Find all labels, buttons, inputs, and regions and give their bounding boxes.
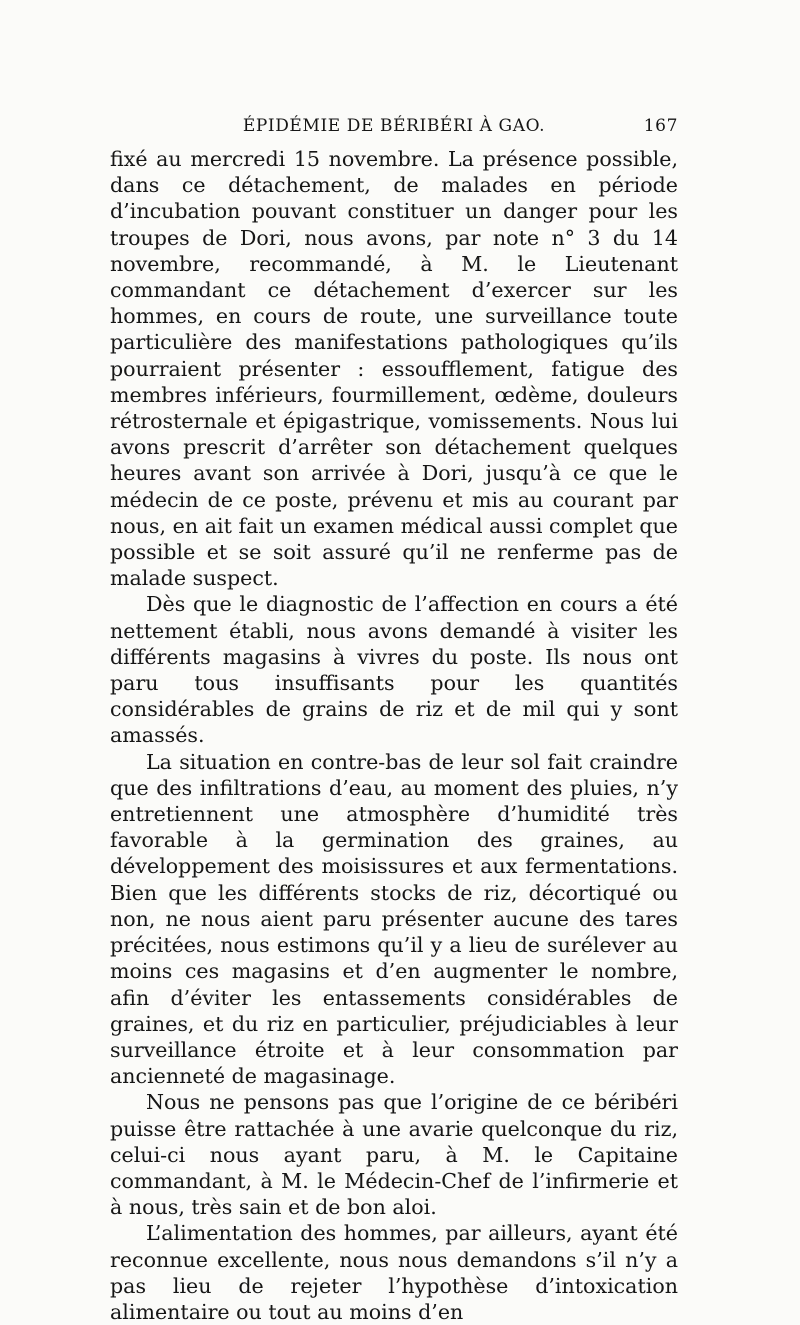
paragraph-continuation: fixé au mercredi 15 novembre. La présence possible, dans ce détachement, de malades en période d’incubation pouvant constituer un danger pour les troupes de Dori, nous avons, par note n° 3 du 14 novembre, recommandé, à M. le Lieutenant commandant ce détachement d’exercer sur les hommes, en cours de route, une surveillance toute particulière des manifestations pathologiques qu’ils pourraient présenter : essoufflement, fatigue des membres inférieurs, fourmillement, œdème, douleurs rétrosternale et épigastrique, vomissements. Nous lui avons prescrit d’arrêter son détachement quelques heures avant son arrivée à Dori, jusqu’à ce que le médecin de ce poste, prévenu et mis au courant par nous, en ait fait un examen médical aussi complet que possible et se soit assuré qu’il ne renferme pas de malade suspect. [110, 147, 678, 591]
paragraph-storehouses: Dès que le diagnostic de l’affection en cours a été nettement établi, nous avons demandé à visiter les différents magasins à vivres du poste. Ils nous ont paru tous insuffisants pour les quantités considérables de grains de riz et de mil qui y sont amassés. [110, 592, 678, 748]
paragraph-food-hypothesis: L’alimentation des hommes, par ailleurs, ayant été reconnue excellente, nous nous demandons s’il n’y a pas lieu de rejeter l’hypothèse d’intoxication alimentaire ou tout au moins d’en [110, 1221, 678, 1324]
running-head [110, 116, 678, 146]
running-title: ÉPIDÉMIE DE BÉRIBÉRI À GAO. [242, 116, 546, 136]
page-number: 167 [643, 116, 678, 136]
paragraph-storage-conditions: La situation en contre-bas de leur sol fait craindre que des infiltrations d’eau, au moment des pluies, n’y entretiennent une atmosphère d’humidité très favorable à la germination des graines, au développement des moisissures et aux fermentations. Bien que les différents stocks de riz, décortiqué ou non, ne nous aient paru présenter aucune des tares précitées, nous estimons qu’il y a lieu de surélever au moins ces magasins et d’en augmenter le nombre, afin d’éviter les entassements considérables de graines, et du riz en particulier, préjudiciables à leur surveillance étroite et à leur consommation par ancienneté de magasinage. [110, 749, 678, 1089]
paragraph-rice-origin: Nous ne pensons pas que l’origine de ce béribéri puisse être rattachée à une avarie quelconque du riz, celui-ci nous ayant paru, à M. le Capitaine commandant, à M. le Médecin-Chef de l’infirmerie et à nous, très sain et de bon aloi. [110, 1090, 678, 1220]
book-page [110, 116, 678, 1325]
